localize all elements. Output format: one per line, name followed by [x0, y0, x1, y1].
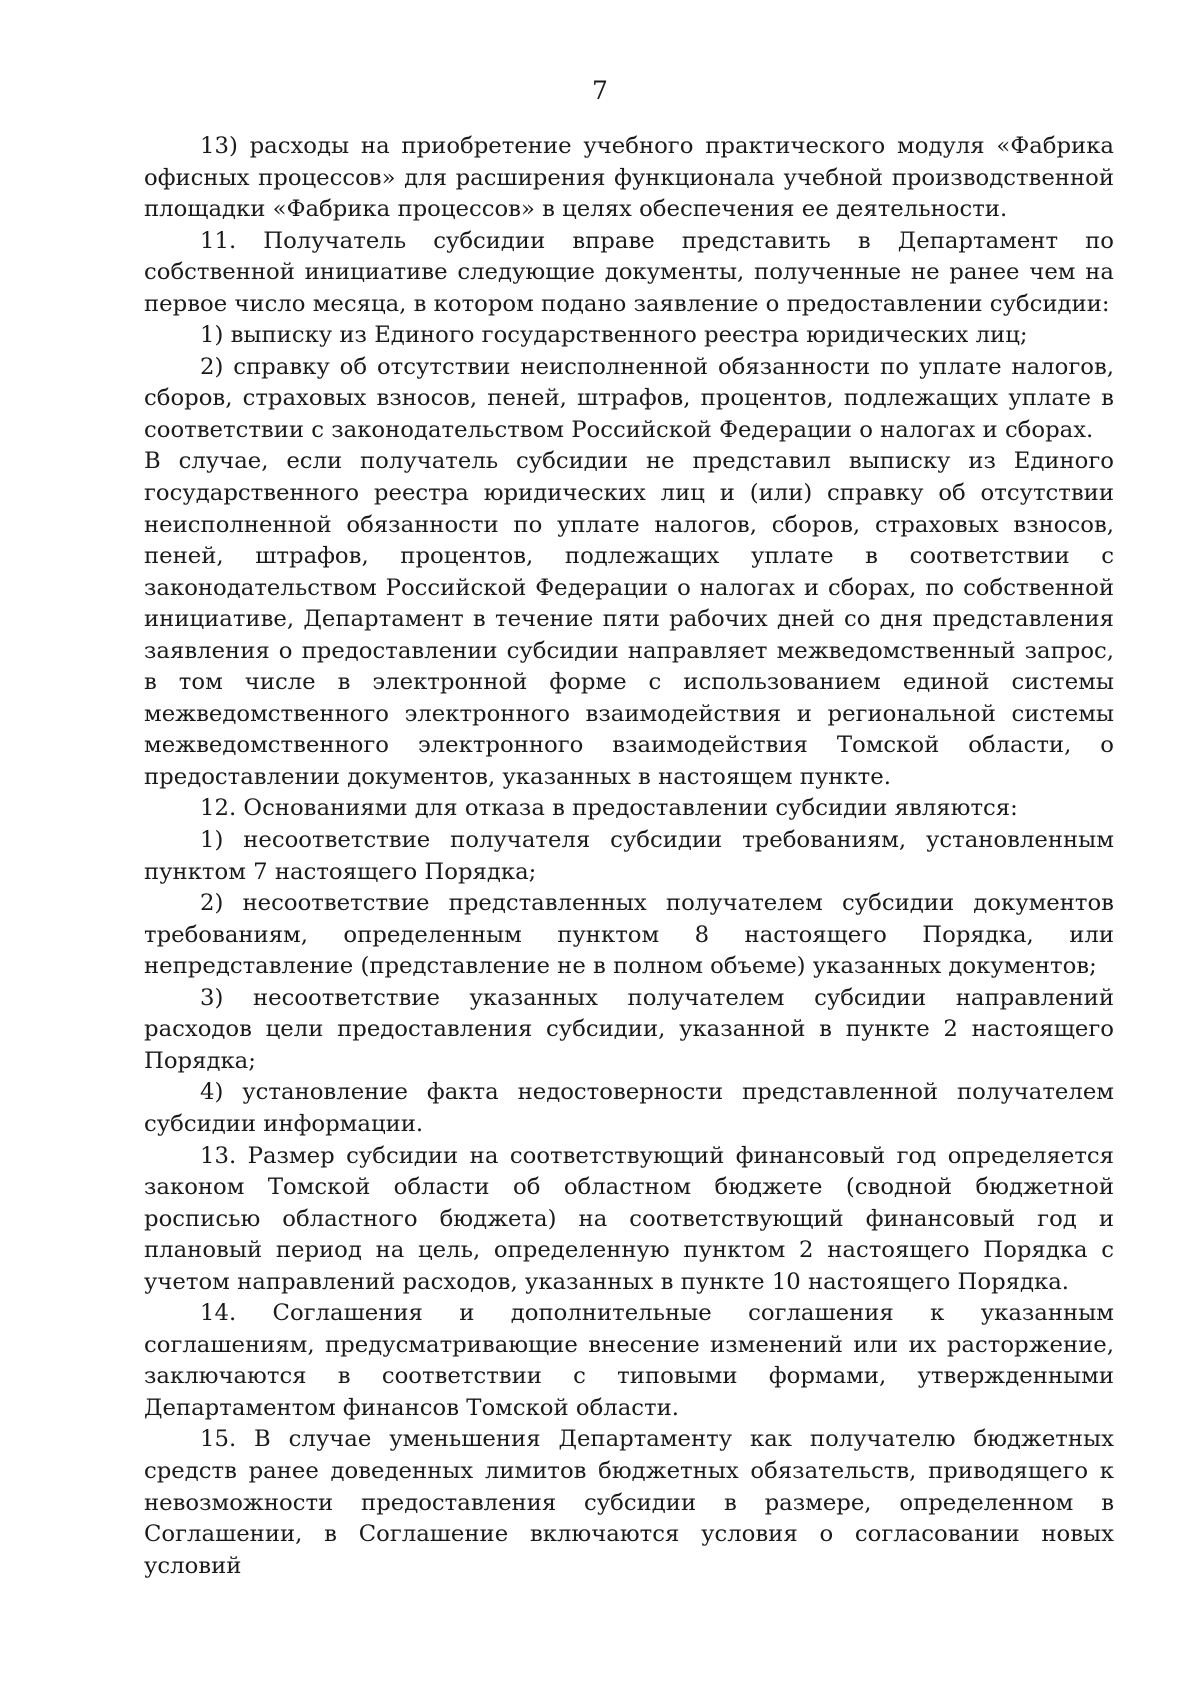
paragraph-clause-12: 12. Основаниями для отказа в предоставлении субсидии являются:	[200, 795, 1018, 822]
paragraph-interagency-request: В случае, если получатель субсидии не представил выписку из Единого государственного реестра юридических лиц и (или) справку об отсутствии неисполненной обязанности по уплате налогов, сборов, страховых взносов, пеней, штрафов, процентов, подлежащих уплате в соответствии с законодательством Российской Федерации о налогах и сборах, по собственной инициативе, Департамент в течение пяти рабочих дней со дня представления заявления о предоставлении субсидии направляет межведомственный запрос, в том числе в электронной форме с использованием единой системы межведомственного электронного взаимодействия и региональной системы межведомственного электронного взаимодействия Томской области, о предоставлении документов, указанных в настоящем пункте.	[144, 448, 1114, 790]
paragraph-clause-12-item-1: 1) несоответствие получателя субсидии требованиям, установленным пунктом 7 настоящего Порядка;	[144, 827, 1114, 885]
paragraph-clause-11-item-2: 2) справку об отсутствии неисполненной обязанности по уплате налогов, сборов, страховых взносов, пеней, штрафов, процентов, подлежащих уплате в соответствии с законодательством Российской Федерации о налогах и сборах.	[144, 353, 1114, 443]
document-body	[144, 131, 1114, 1582]
page-number: 7	[592, 76, 608, 105]
paragraph-clause-13: 13. Размер субсидии на соответствующий финансовый год определяется законом Томской области об областном бюджете (сводной бюджетной росписью областного бюджета) на соответствующий финансовый год и плановый период на цель, определенную пунктом 2 настоящего Порядка с учетом направлений расходов, указанных в пункте 10 настоящего Порядка.	[144, 1142, 1114, 1295]
paragraph-clause-11: 11. Получатель субсидии вправе представить в Департамент по собственной инициативе следующие документы, полученные не ранее чем на первое число месяца, в котором подано заявление о предоставлении субсидии:	[144, 227, 1114, 317]
paragraph-clause-12-item-4: 4) установление факта недостоверности представленной получателем субсидии информации.	[144, 1079, 1114, 1137]
paragraph-clause-11-item-1: 1) выписку из Единого государственного реестра юридических лиц;	[200, 322, 1028, 349]
paragraph-clause-15: 15. В случае уменьшения Департаменту как получателю бюджетных средств ранее доведенных лимитов бюджетных обязательств, приводящего к невозможности предоставления субсидии в размере, определенном в Соглашении, в Соглашение включаются условия о согласовании новых условий	[144, 1426, 1114, 1579]
paragraph-clause-12-item-2: 2) несоответствие представленных получателем субсидии документов требованиям, определенным пунктом 8 настоящего Порядка, или непредставление (представление не в полном объеме) указанных документов;	[144, 890, 1114, 980]
paragraph-clause-14: 14. Соглашения и дополнительные соглашения к указанным соглашениям, предусматривающие внесение изменений или их расторжение, заключаются в соответствии с типовыми формами, утвержденными Департаментом финансов Томской области.	[144, 1300, 1114, 1421]
paragraph-clause-12-item-3: 3) несоответствие указанных получателем субсидии направлений расходов цели предоставления субсидии, указанной в пункте 2 настоящего Порядка;	[144, 984, 1114, 1074]
paragraph-item-13-expenses: 13) расходы на приобретение учебного практического модуля «Фабрика офисных процессов» для расширения функционала учебной производственной площадки «Фабрика процессов» в целях обеспечения ее деятельности.	[144, 133, 1114, 223]
